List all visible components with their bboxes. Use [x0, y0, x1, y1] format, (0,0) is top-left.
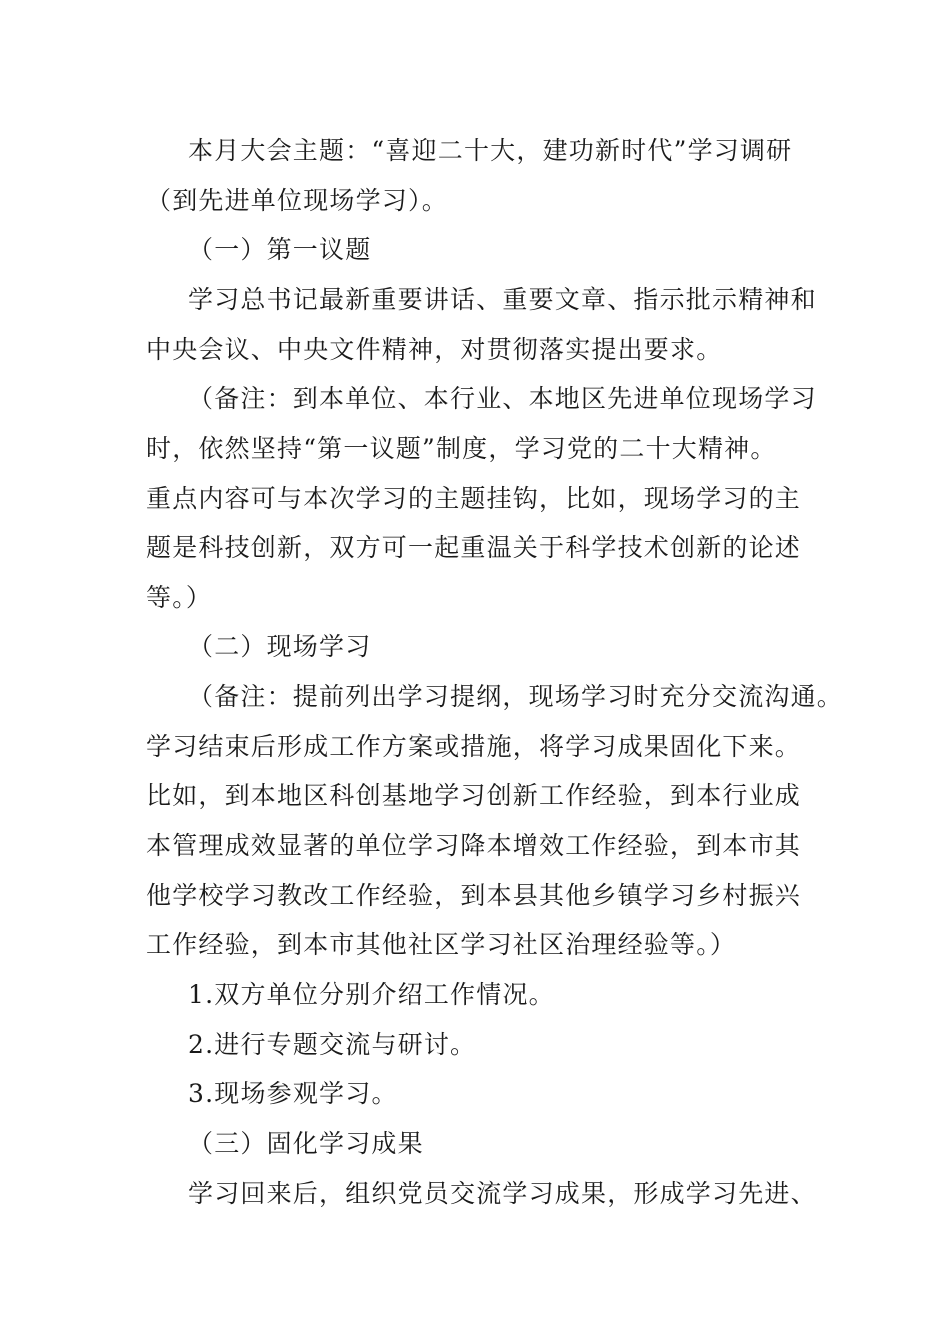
note-first-topic-line-2: 时，依然坚持“第一议题”制度，学习党的二十大精神。: [146, 434, 777, 463]
note-first-topic-line-3: 重点内容可与本次学习的主题挂钩，比如，现场学习的主: [146, 484, 802, 513]
note-onsite-line-4: 本管理成效显著的单位学习降本增效工作经验，到本市其: [146, 831, 802, 860]
paragraph-first-topic-line-2: 中央会议、中央文件精神，对贯彻落实提出要求。: [146, 335, 723, 364]
note-onsite-line-1: （备注：提前列出学习提纲，现场学习时充分交流沟通。: [188, 682, 844, 711]
list-item-3: 3.现场参观学习。: [188, 1079, 398, 1108]
note-onsite-line-2: 学习结束后形成工作方案或措施，将学习成果固化下来。: [146, 732, 802, 761]
note-first-topic-line-1: （备注：到本单位、本行业、本地区先进单位现场学习: [188, 384, 817, 413]
note-first-topic-line-5: 等。）: [146, 583, 213, 612]
note-onsite-line-6: 工作经验，到本市其他社区学习社区治理经验等。）: [146, 930, 737, 959]
note-first-topic-line-4: 题是科技创新，双方可一起重温关于科学技术创新的论述: [146, 533, 802, 562]
section-heading-first-topic: （一）第一议题: [188, 235, 372, 264]
note-onsite-line-5: 他学校学习教改工作经验，到本县其他乡镇学习乡村振兴: [146, 881, 802, 910]
paragraph-theme-line-1: 本月大会主题：“喜迎二十大，建功新时代”学习调研: [188, 136, 793, 165]
paragraph-consolidate-line-1: 学习回来后，组织党员交流学习成果，形成学习先进、: [188, 1179, 817, 1208]
section-heading-onsite-study: （二）现场学习: [188, 632, 372, 661]
section-heading-consolidate: （三）固化学习成果: [188, 1129, 424, 1158]
list-item-2: 2.进行专题交流与研讨。: [188, 1030, 477, 1059]
paragraph-theme-line-2: （到先进单位现场学习）。: [146, 186, 448, 215]
paragraph-first-topic-line-1: 学习总书记最新重要讲话、重要文章、指示批示精神和: [188, 285, 817, 314]
list-item-1: 1.双方单位分别介绍工作情况。: [188, 980, 555, 1009]
note-onsite-line-3: 比如，到本地区科创基地学习创新工作经验，到本行业成: [146, 781, 802, 810]
